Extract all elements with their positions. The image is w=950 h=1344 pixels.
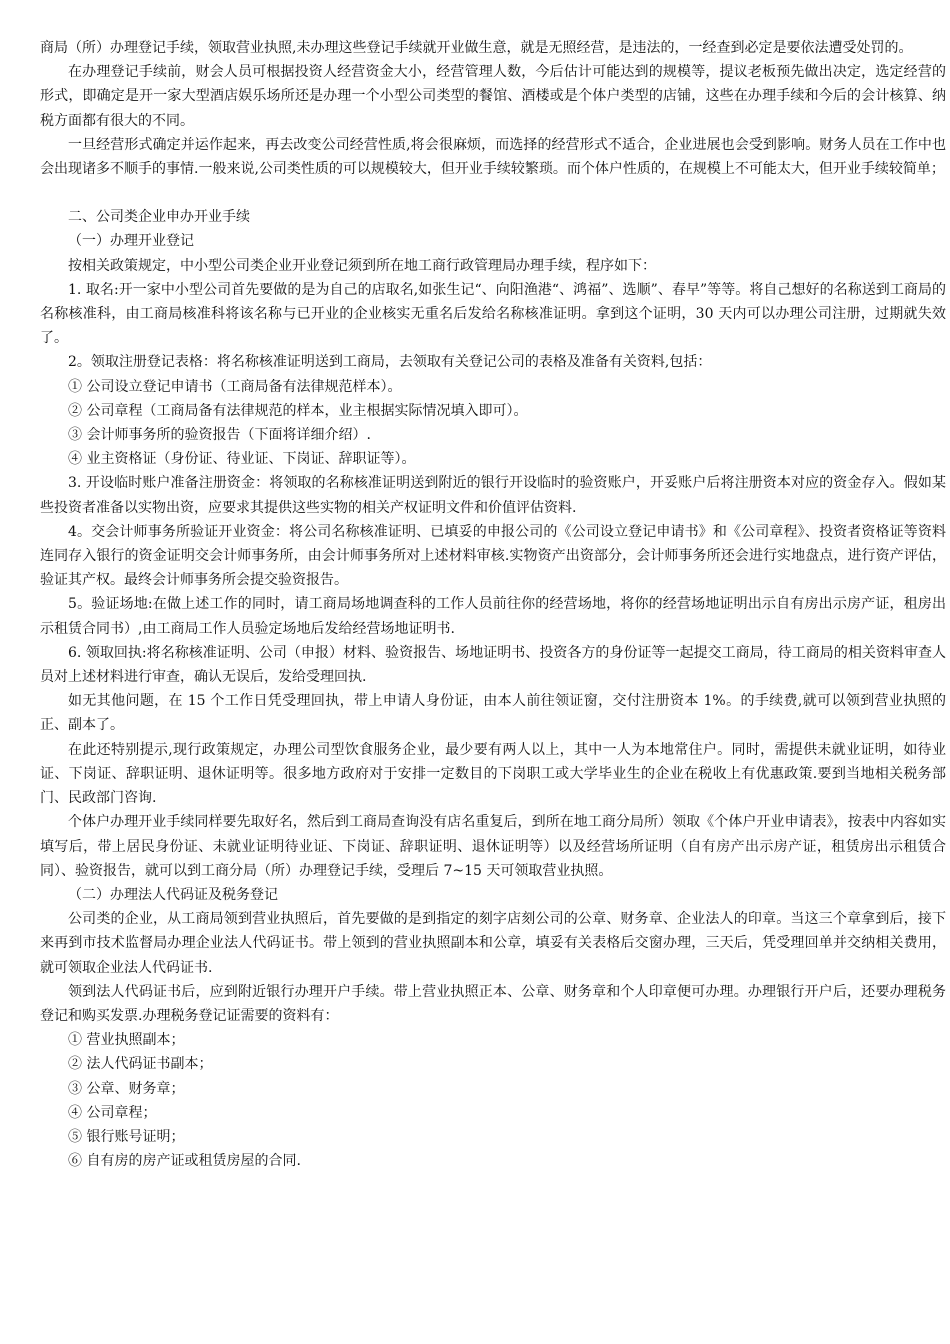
subsection-heading: （二）办理法人代码证及税务登记 — [68, 886, 278, 903]
section-heading: 二、公司类企业申办开业手续 — [68, 209, 250, 226]
paragraph: 在办理登记手续前，财会人员可根据投资人经营资金大小，经营管理人数，今后估计可能达到的规模等，提议老板预先做出决定，选定经营的形式，即确定是开一家大型酒店娱乐场所还是办理一个小型公司类型的餐馆、酒楼或是个体户类型的店铺，这些在办理手续和今后的会计核算、纳税方面都有很大的不同。 — [40, 64, 946, 129]
list-item: ② 公司章程（工商局备有法律规范的样本，业主根据实际情况填入即可）。 — [68, 402, 528, 419]
section-spacer — [40, 181, 946, 205]
list-item: ① 公司设立登记申请书（工商局备有法律规范样本）。 — [68, 378, 402, 395]
list-item: ④ 业主资格证（身份证、待业证、下岗证、辞职证等）。 — [68, 451, 416, 468]
paragraph: 4。交会计师事务所验证开业资金：将公司名称核准证明、已填妥的申报公司的《公司设立登记申请书》和《公司章程》、投资者资格证等资料连同存入银行的资金证明交会计师事务所，由会计师事务所对上述材料审核.实物资产出资部分，会计师事务所还会进行实地盘点，进行资产评估，验证其产权。最终会计师事务所会提交验资报告。 — [40, 523, 946, 589]
list-item: ④ 公司章程； — [68, 1104, 157, 1121]
list-item: ⑤ 银行账号证明； — [68, 1128, 185, 1145]
paragraph: 3. 开设临时账户准备注册资金：将领取的名称核准证明送到附近的银行开设临时的验资账户，开妥账户后将注册资本对应的资金存入。假如某些投资者准备以实物出资，应要求其提供这些实物的相关产权证明文件和价值评估资料. — [40, 475, 946, 516]
document-main-section — [40, 205, 946, 1173]
paragraph: 2。领取注册登记表格：将名称核准证明送到工商局，去领取有关登记公司的表格及准备有关资料,包括： — [68, 354, 712, 371]
paragraph: 一旦经营形式确定并运作起来，再去改变公司经营性质,将会很麻烦，而选择的经营形式不适合，企业进展也会受到影响。财务人员在工作中也会出现诸多不顺手的事情.一般来说,公司类性质的可以规模较大，但开业手续较繁琐。而个体户性质的，在规模上不可能太大，但开业手续较简单； — [40, 136, 946, 178]
paragraph: 如无其他问题，在 15 个工作日凭受理回执，带上申请人身份证，由本人前往领证窗，交付注册资本 1%。的手续费,就可以领到营业执照的正、副本了。 — [40, 693, 946, 734]
paragraph: 1. 取名:开一家中小型公司首先要做的是为自己的店取名,如张生记“、向阳渔港“、鸿福”、选顺”、春早”等等。将自己想好的名称送到工商局的名称核准科，由工商局核准科将该名称与已开业的企业核实无重名后发给名称核准证明。拿到这个证明，30 天内可以办理公司注册，过期就失效了。 — [40, 281, 946, 347]
paragraph: 5。验证场地:在做上述工作的同时，请工商局场地调查科的工作人员前往你的经营场地，将你的经营场地证明出示自有房出示房产证，租房出示租赁合同书）,由工商局工作人员验定场地后发给经营场地证明书. — [40, 596, 946, 637]
list-item: ② 法人代码证书副本； — [68, 1056, 213, 1073]
list-item: ③ 会计师事务所的验资报告（下面将详细介绍）. — [68, 427, 371, 444]
paragraph: 公司类的企业，从工商局领到营业执照后，首先要做的是到指定的刻字店刻公司的公章、财务章、企业法人的印章。当这三个章拿到后，接下来再到市技术监督局办理企业法人代码证书。带上领到的营业执照副本和公章，填妥有关表格后交窗办理，三天后，凭受理回单并交纳相关费用，就可领取企业法人代码证书. — [40, 911, 946, 976]
list-item: ⑥ 自有房的房产证或租赁房屋的合同. — [68, 1153, 301, 1170]
subsection-heading: （一）办理开业登记 — [68, 233, 194, 250]
paragraph: 在此还特别提示,现行政策规定，办理公司型饮食服务企业，最少要有两人以上，其中一人为本地常住户。同时，需提供未就业证明，如待业证、下岗证、辞职证明、退休证明等。很多地方政府对于安排一定数目的下岗职工或大学毕业生的企业在税收上有优惠政策.要到当地相关税务部门、民政部门咨询. — [40, 741, 946, 807]
document-page — [40, 36, 946, 1173]
paragraph: 6. 领取回执:将名称核准证明、公司（申报）材料、验资报告、场地证明书、投资各方的身份证等一起提交工商局，待工商局的相关资料审查人员对上述材料进行审查，确认无误后，发给受理回执. — [40, 644, 946, 686]
paragraph: 按相关政策规定，中小型公司类企业开业登记须到所在地工商行政管理局办理手续，程序如下： — [68, 257, 656, 274]
paragraph: 商局（所）办理登记手续，领取营业执照,未办理这些登记手续就开业做生意，就是无照经营，是违法的，一经查到必定是要依法遭受处罚的。 — [40, 40, 913, 56]
paragraph: 领到法人代码证书后，应到附近银行办理开户手续。带上营业执照正本、公章、财务章和个人印章便可办理。办理银行开户后，还要办理税务登记和购买发票.办理税务登记证需要的资料有： — [40, 983, 946, 1024]
document-intro-section — [40, 36, 946, 181]
paragraph: 个体户办理开业手续同样要先取好名，然后到工商局查询没有店名重复后，到所在地工商分局所）领取《个体户开业申请表》，按表中内容如实填写后，带上居民身份证、未就业证明待业证、下岗证、辞职证明、退休证明等）以及经营场所证明（自有房产出示房产证，租赁房出示租赁合同）、验资报告，就可以到工商分局（所）办理登记手续，受理后 7~15 天可领取营业执照。 — [40, 814, 946, 879]
list-item: ① 营业执照副本； — [68, 1032, 185, 1049]
list-item: ③ 公章、财务章； — [68, 1080, 185, 1097]
